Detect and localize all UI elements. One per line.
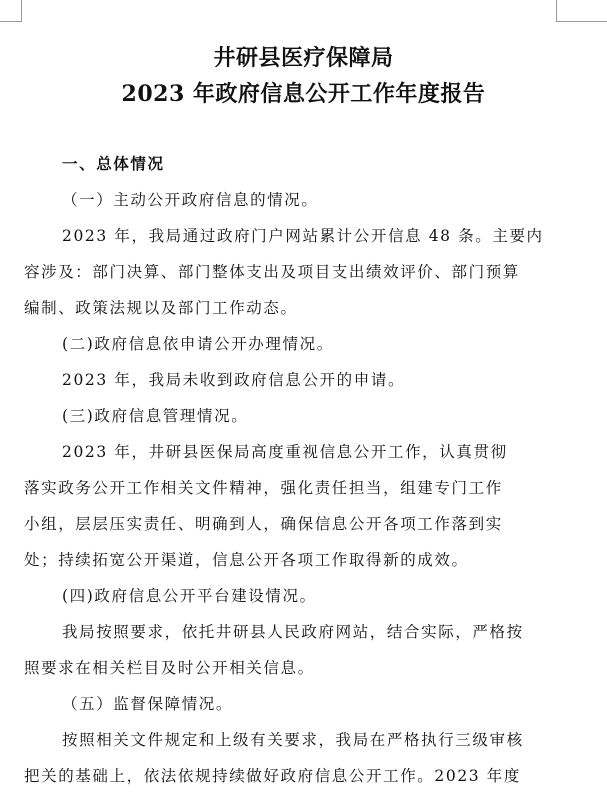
paragraph-line: 容涉及：部门决算、部门整体支出及项目支出绩效评价、部门预算	[24, 263, 520, 281]
subsection-heading-4: (四)政府信息公开平台建设情况。	[62, 587, 317, 605]
subsection-heading-5: （五）监督保障情况。	[62, 695, 234, 713]
document-title-line-2: 2023 年政府信息公开工作年度报告	[121, 81, 486, 107]
crop-mark-top-right	[556, 21, 607, 22]
paragraph-line: 2023 年，我局未收到政府信息公开的申请。	[62, 371, 406, 389]
section-heading-overview: 一、总体情况	[62, 155, 165, 173]
subsection-heading-2: (二)政府信息依申请公开办理情况。	[62, 335, 334, 353]
paragraph-line: 我局按照要求，依托井研县人民政府网站，结合实际，严格按	[62, 623, 524, 641]
paragraph-line: 照要求在相关栏目及时公开相关信息。	[24, 659, 315, 677]
paragraph-line: 2023 年，井研县医保局高度重视信息公开工作，认真贯彻	[62, 443, 508, 461]
subsection-heading-1: （一）主动公开政府信息的情况。	[62, 191, 319, 209]
crop-mark-top-left	[21, 0, 22, 22]
paragraph-line: 按照相关文件规定和上级有关要求，我局在严格执行三级审核	[62, 731, 524, 749]
crop-mark-top-right	[556, 0, 557, 22]
paragraph-line: 处；持续拓宽公开渠道，信息公开各项工作取得新的成效。	[24, 551, 469, 569]
paragraph-line: 小组，层层压实责任、明确到人，确保信息公开各项工作落到实	[24, 515, 503, 533]
paragraph-line: 编制、政策法规以及部门工作动态。	[24, 299, 298, 317]
subsection-heading-3: (三)政府信息管理情况。	[62, 407, 249, 425]
paragraph-line: 把关的基础上，依法依规持续做好政府信息公开工作。2023 年度	[24, 767, 521, 785]
paragraph-line: 2023 年，我局通过政府门户网站累计公开信息 48 条。主要内	[62, 227, 544, 245]
document-title-line-1: 井研县医疗保障局	[213, 45, 394, 71]
crop-mark-top-left	[0, 21, 21, 22]
paragraph-line: 落实政务公开工作相关文件精神，强化责任担当，组建专门工作	[24, 479, 503, 497]
